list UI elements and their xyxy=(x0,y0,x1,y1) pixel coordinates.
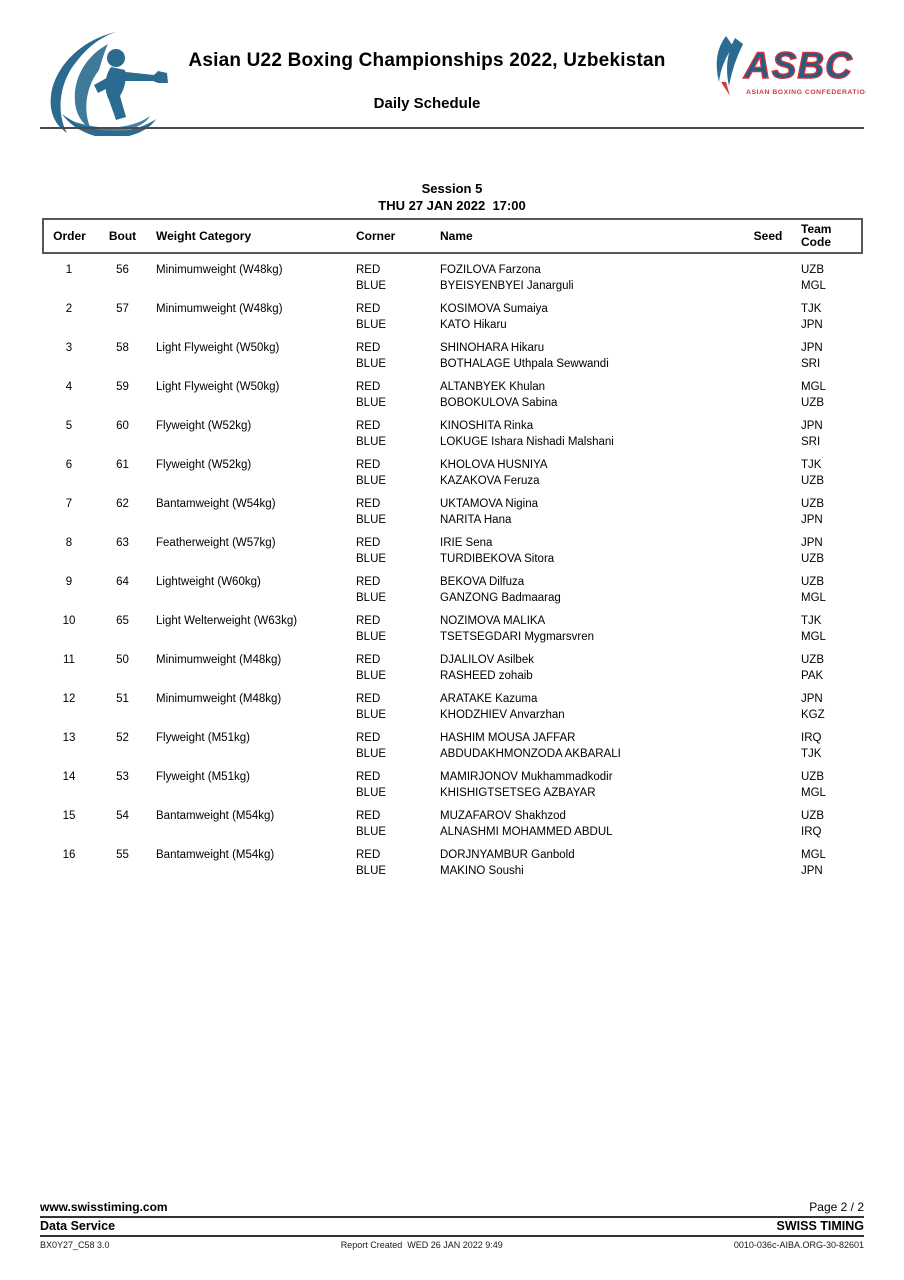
boxer-name-red: ALTANBYEK Khulan xyxy=(440,381,546,393)
boxer-name-blue: ALNASHMI MOHAMMED ABDUL xyxy=(440,825,613,838)
bout-row-red xyxy=(43,731,862,747)
team-code-red: JPN xyxy=(801,693,823,705)
bout-row-red xyxy=(43,536,862,552)
seed-cell-red xyxy=(736,653,800,669)
schedule-header xyxy=(43,219,862,253)
boxer-name-red: KINOSHITA Rinka xyxy=(440,420,534,432)
order-cell: 2 xyxy=(65,303,73,315)
boxer-name-red: DORJNYAMBUR Ganbold xyxy=(440,849,575,861)
weight-category: Minimumweight (M48kg) xyxy=(156,654,282,666)
boxer-name-red: KHOLOVA HUSNIYA xyxy=(440,459,548,471)
team-code-blue: UZB xyxy=(801,474,824,487)
asbc-caption: ASIAN BOXING CONFEDERATION xyxy=(746,89,866,96)
seed-cell-blue xyxy=(736,318,800,342)
order-cell: 9 xyxy=(65,576,73,588)
boxer-name-blue: GANZONG Badmaarag xyxy=(440,591,561,604)
seed-cell-red xyxy=(736,692,800,708)
seed-cell-blue xyxy=(736,864,800,888)
bout-number: 52 xyxy=(116,732,129,744)
team-code-blue: IRQ xyxy=(801,825,822,838)
boxer-name-blue: TSETSEGDARI Mygmarsvren xyxy=(440,630,594,643)
weight-category: Flyweight (W52kg) xyxy=(156,459,252,471)
weight-category: Bantamweight (W54kg) xyxy=(156,498,276,510)
corner-label-blue: BLUE xyxy=(356,864,387,877)
seed-cell-red xyxy=(736,341,800,357)
team-code-blue: UZB xyxy=(801,552,824,565)
data-service-label: Data Service xyxy=(40,1219,116,1233)
corner-label-red: RED xyxy=(356,771,381,783)
team-code-blue: PAK xyxy=(801,669,824,682)
order-cell: 3 xyxy=(65,342,73,354)
bout-row-red xyxy=(43,253,862,279)
order-cell: 6 xyxy=(65,459,73,471)
footer-row-1 xyxy=(40,1200,864,1218)
seed-cell-red xyxy=(736,575,800,591)
schedule-body xyxy=(43,253,862,887)
weight-category: Flyweight (M51kg) xyxy=(156,732,250,744)
corner-label-blue: BLUE xyxy=(356,474,387,487)
column-header-bout: Bout xyxy=(95,219,150,253)
weight-category: Minimumweight (W48kg) xyxy=(156,303,283,315)
seed-cell-blue xyxy=(736,279,800,303)
asbc-logo xyxy=(710,36,866,105)
boxer-name-red: KOSIMOVA Sumaiya xyxy=(440,303,548,315)
seed-cell-red xyxy=(736,848,800,864)
weight-category: Light Flyweight (W50kg) xyxy=(156,342,280,354)
order-cell: 16 xyxy=(62,849,76,861)
boxer-name-blue: KATO Hikaru xyxy=(440,318,507,331)
seed-cell-red xyxy=(736,302,800,318)
boxer-name-red: IRIE Sena xyxy=(440,537,493,549)
swisstiming-url: www.swisstiming.com xyxy=(40,1200,168,1214)
asbc-logo-icon xyxy=(710,36,866,100)
corner-label-red: RED xyxy=(356,615,381,627)
bout-number: 57 xyxy=(116,303,129,315)
corner-label-red: RED xyxy=(356,420,381,432)
bout-number: 64 xyxy=(116,576,129,588)
seed-cell-red xyxy=(736,536,800,552)
session-name: Session 5 xyxy=(421,181,483,196)
bout-row-red xyxy=(43,653,862,669)
team-code-blue: MGL xyxy=(801,630,826,643)
order-cell: 4 xyxy=(65,381,73,393)
seed-cell-red xyxy=(736,770,800,786)
column-header-corner: Corner xyxy=(350,219,434,253)
corner-label-blue: BLUE xyxy=(356,435,387,448)
team-code-blue: JPN xyxy=(801,318,823,331)
boxer-name-red: FOZILOVA Farzona xyxy=(440,264,541,276)
team-code-red: UZB xyxy=(801,810,824,822)
bout-row-red xyxy=(43,497,862,513)
weight-category: Flyweight (M51kg) xyxy=(156,771,250,783)
team-code-blue: JPN xyxy=(801,864,823,877)
bout-row-red xyxy=(43,302,862,318)
seed-cell-blue xyxy=(736,396,800,420)
seed-cell-red xyxy=(736,497,800,513)
team-code-red: UZB xyxy=(801,654,824,666)
footer-row-2 xyxy=(40,1218,864,1237)
team-code-blue: TJK xyxy=(801,747,822,760)
team-code-red: TJK xyxy=(801,459,822,471)
seed-cell-blue xyxy=(736,669,800,693)
seed-cell-blue xyxy=(736,552,800,576)
seed-cell-red xyxy=(736,614,800,630)
schedule-table xyxy=(42,218,863,887)
team-code-red: JPN xyxy=(801,342,823,354)
boxer-name-red: SHINOHARA Hikaru xyxy=(440,342,545,354)
report-code: BX0Y27_C58 3.0 xyxy=(40,1240,110,1250)
boxer-name-red: NOZIMOVA MALIKA xyxy=(440,615,546,627)
boxer-name-blue: NARITA Hana xyxy=(440,513,512,526)
boxer-name-blue: LOKUGE Ishara Nishadi Malshani xyxy=(440,435,614,448)
swiss-timing-label: SWISS TIMING xyxy=(776,1219,864,1233)
seed-cell-red xyxy=(736,419,800,435)
seed-cell-blue xyxy=(736,786,800,810)
session-heading xyxy=(0,180,904,214)
seed-cell-blue xyxy=(736,708,800,732)
bout-number: 53 xyxy=(116,771,129,783)
corner-label-red: RED xyxy=(356,732,381,744)
seed-cell-blue xyxy=(736,747,800,771)
boxer-name-red: ARATAKE Kazuma xyxy=(440,693,538,705)
bout-row-red xyxy=(43,848,862,864)
team-code-red: UZB xyxy=(801,498,824,510)
order-cell: 7 xyxy=(65,498,73,510)
boxer-name-blue: MAKINO Soushi xyxy=(440,864,524,877)
bout-row-red xyxy=(43,770,862,786)
weight-category: Minimumweight (W48kg) xyxy=(156,264,283,276)
seed-cell-blue xyxy=(736,435,800,459)
corner-label-blue: BLUE xyxy=(356,825,387,838)
corner-label-red: RED xyxy=(356,849,381,861)
column-header-order: Order xyxy=(43,219,95,253)
bout-number: 54 xyxy=(116,810,129,822)
bout-number: 55 xyxy=(116,849,129,861)
seed-cell-blue xyxy=(736,474,800,498)
team-code-blue: SRI xyxy=(801,357,821,370)
bout-number: 56 xyxy=(116,264,129,276)
bout-number: 51 xyxy=(116,693,129,705)
corner-label-blue: BLUE xyxy=(356,591,387,604)
corner-label-red: RED xyxy=(356,342,381,354)
bout-row-red xyxy=(43,809,862,825)
corner-label-red: RED xyxy=(356,576,381,588)
corner-label-blue: BLUE xyxy=(356,708,387,721)
header-divider xyxy=(40,127,864,129)
corner-label-blue: BLUE xyxy=(356,396,387,409)
order-cell: 13 xyxy=(62,732,76,744)
boxer-name-blue: BOTHALAGE Uthpala Sewwandi xyxy=(440,357,609,370)
weight-category: Light Flyweight (W50kg) xyxy=(156,381,280,393)
corner-label-blue: BLUE xyxy=(356,552,387,565)
page-number: Page 2 / 2 xyxy=(809,1200,864,1214)
bout-number: 58 xyxy=(116,342,129,354)
weight-category: Minimumweight (M48kg) xyxy=(156,693,282,705)
corner-label-red: RED xyxy=(356,381,381,393)
order-cell: 14 xyxy=(62,771,76,783)
boxer-name-red: BEKOVA Dilfuza xyxy=(440,576,525,588)
corner-label-red: RED xyxy=(356,693,381,705)
column-header-weight: Weight Category xyxy=(150,219,350,253)
boxer-name-blue: RASHEED zohaib xyxy=(440,669,533,682)
boxer-name-blue: KHODZHIEV Anvarzhan xyxy=(440,708,565,721)
seed-cell-blue xyxy=(736,591,800,615)
team-code-red: IRQ xyxy=(801,732,822,744)
team-code-blue: MGL xyxy=(801,786,826,799)
column-header-name: Name xyxy=(434,219,736,253)
bout-row-red xyxy=(43,419,862,435)
corner-label-red: RED xyxy=(356,537,381,549)
team-code-blue: UZB xyxy=(801,396,824,409)
order-cell: 11 xyxy=(63,654,75,666)
bout-number: 59 xyxy=(116,381,129,393)
boxer-name-red: DJALILOV Asilbek xyxy=(440,654,534,666)
corner-label-blue: BLUE xyxy=(356,357,387,370)
bout-row-red xyxy=(43,614,862,630)
weight-category: Light Welterweight (W63kg) xyxy=(156,615,298,627)
team-code-blue: MGL xyxy=(801,591,826,604)
order-cell: 5 xyxy=(65,420,73,432)
boxer-name-red: MUZAFAROV Shakhzod xyxy=(440,810,566,822)
document-code: 0010-036c-AIBA.ORG-30-82601 xyxy=(733,1240,864,1250)
boxer-name-blue: BOBOKULOVA Sabina xyxy=(440,396,558,409)
page-header xyxy=(40,30,864,128)
corner-label-blue: BLUE xyxy=(356,747,387,760)
weight-category: Flyweight (W52kg) xyxy=(156,420,252,432)
boxer-name-red: HASHIM MOUSA JAFFAR xyxy=(440,732,576,744)
team-code-red: TJK xyxy=(801,303,822,315)
seed-cell-blue xyxy=(736,825,800,849)
team-code-red: TJK xyxy=(801,615,822,627)
bout-number: 60 xyxy=(116,420,129,432)
order-cell: 8 xyxy=(65,537,73,549)
order-cell: 10 xyxy=(62,615,76,627)
seed-cell-red xyxy=(736,458,800,474)
session-datetime: THU 27 JAN 2022 17:00 xyxy=(378,198,526,213)
boxer-name-blue: BYEISYENBYEI Janarguli xyxy=(440,279,574,292)
seed-cell-red xyxy=(736,380,800,396)
team-code-red: UZB xyxy=(801,771,824,783)
bout-row-red xyxy=(43,341,862,357)
team-code-red: MGL xyxy=(801,849,826,861)
weight-category: Featherweight (W57kg) xyxy=(156,537,276,549)
bout-row-red xyxy=(43,380,862,396)
corner-label-blue: BLUE xyxy=(356,669,387,682)
seed-cell-red xyxy=(736,731,800,747)
column-header-seed: Seed xyxy=(736,219,800,253)
report-created: Report Created WED 26 JAN 2022 9:49 xyxy=(340,1240,503,1250)
corner-label-red: RED xyxy=(356,654,381,666)
team-code-red: UZB xyxy=(801,576,824,588)
boxer-name-red: MAMIRJONOV Mukhammadkodir xyxy=(440,771,613,783)
bout-number: 50 xyxy=(116,654,129,666)
corner-label-red: RED xyxy=(356,264,381,276)
corner-label-red: RED xyxy=(356,459,381,471)
footer-row-3 xyxy=(40,1237,864,1250)
order-cell: 12 xyxy=(62,693,76,705)
team-code-red: MGL xyxy=(801,381,826,393)
team-code-red: JPN xyxy=(801,420,823,432)
boxer-name-blue: TURDIBEKOVA Sitora xyxy=(440,552,555,565)
corner-label-red: RED xyxy=(356,303,381,315)
page-subtitle: Daily Schedule xyxy=(373,95,481,112)
team-code-blue: SRI xyxy=(801,435,821,448)
seed-cell-blue xyxy=(736,513,800,537)
weight-category: Lightweight (W60kg) xyxy=(156,576,261,588)
bout-number: 65 xyxy=(116,615,129,627)
team-code-red: UZB xyxy=(801,264,824,276)
column-header-teamcode: Team Code xyxy=(800,219,862,253)
weight-category: Bantamweight (M54kg) xyxy=(156,810,275,822)
bout-number: 63 xyxy=(116,537,129,549)
boxer-name-red: UKTAMOVA Nigina xyxy=(440,498,538,510)
team-code-blue: KGZ xyxy=(801,708,825,721)
page-footer xyxy=(40,1200,864,1250)
bout-row-red xyxy=(43,692,862,708)
seed-cell-blue xyxy=(736,357,800,381)
team-code-blue: JPN xyxy=(801,513,823,526)
corner-label-blue: BLUE xyxy=(356,279,387,292)
title-block xyxy=(150,50,704,112)
weight-category: Bantamweight (M54kg) xyxy=(156,849,275,861)
boxer-name-blue: KHISHIGTSETSEG AZBAYAR xyxy=(440,786,596,799)
asbc-acronym: ASBC xyxy=(744,45,853,86)
order-cell: 1 xyxy=(65,264,73,276)
bout-number: 62 xyxy=(116,498,129,510)
corner-label-blue: BLUE xyxy=(356,318,387,331)
team-code-blue: MGL xyxy=(801,279,826,292)
bout-row-red xyxy=(43,458,862,474)
team-code-red: JPN xyxy=(801,537,823,549)
page-title: Asian U22 Boxing Championships 2022, Uzbekistan xyxy=(188,50,666,71)
corner-label-blue: BLUE xyxy=(356,630,387,643)
corner-label-red: RED xyxy=(356,498,381,510)
seed-cell-red xyxy=(736,809,800,825)
order-cell: 15 xyxy=(62,810,76,822)
seed-cell-blue xyxy=(736,630,800,654)
boxer-name-blue: ABDUDAKHMONZODA AKBARALI xyxy=(440,747,621,760)
bout-row-red xyxy=(43,575,862,591)
corner-label-blue: BLUE xyxy=(356,513,387,526)
corner-label-blue: BLUE xyxy=(356,786,387,799)
boxer-name-blue: KAZAKOVA Feruza xyxy=(440,474,540,487)
corner-label-red: RED xyxy=(356,810,381,822)
bout-number: 61 xyxy=(116,459,129,471)
seed-cell-red xyxy=(736,253,800,279)
